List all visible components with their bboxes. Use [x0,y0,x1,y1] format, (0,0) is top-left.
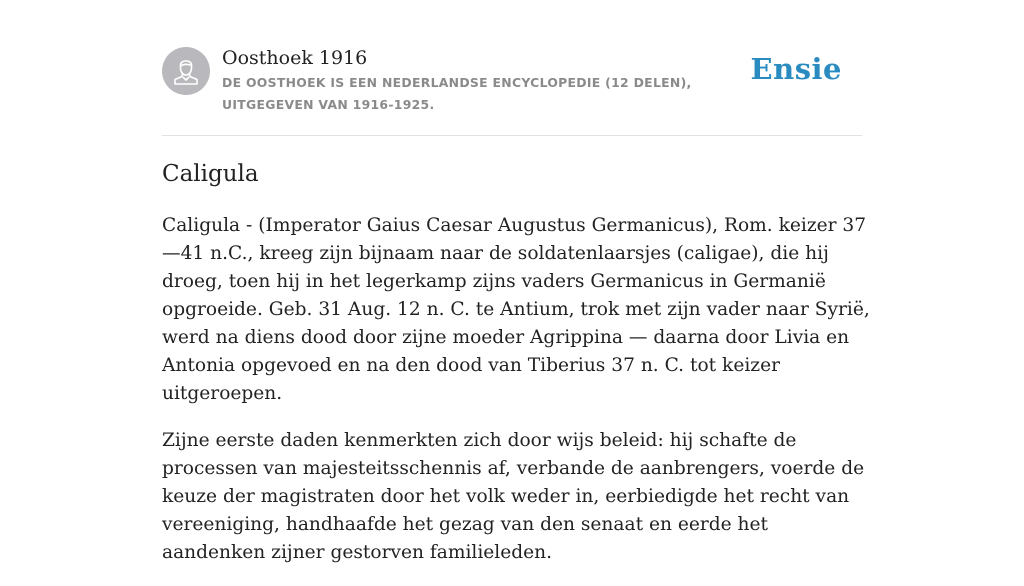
source-description: DE OOSTHOEK IS EEN NEDERLANDSE ENCYCLOPEDIE (12 DELEN), UITGEGEVEN VAN 1916-1925. [222,75,692,112]
article-paragraph-1: Caligula - (Imperator Gaius Caesar Augustus Germanicus), Rom. keizer 37—41 n.C., kreeg zijn bijnaam naar de soldatenlaarsjes (caligae), die hij droeg, toen hij in het legerkamp zijns vaders Germanicus in Germanië opgroeide. Geb. 31 Aug. 12 n. C. te Antium, trok met zijn vader naar Syrië, werd na diens dood door zijne moeder Agrippina — daarna door Livia en Antonia opgevoed en na den dood van Tiberius 37 n. C. tot keizer uitgeroepen. [162,215,870,404]
article-paragraph-2: Zijne eerste daden kenmerkten zich door wijs beleid: hij schafte de processen van majesteitsschennis af, verbande de aanbrengers, voerde de keuze der magistraten door het volk weder in, eerbiedigde het recht van vereeniging, handhaafde het gezag van den senaat en eerde het aandenken zijner gestorven familieleden. [162,430,865,563]
article-body [162,212,872,586]
header-divider [162,135,862,136]
source-header [162,46,862,116]
ensie-logo[interactable]: Ensie [750,52,842,86]
user-silhouette-icon [162,47,210,95]
source-name[interactable]: Oosthoek 1916 [222,47,368,69]
article-title: Caligula [162,161,259,187]
avatar [162,47,210,95]
